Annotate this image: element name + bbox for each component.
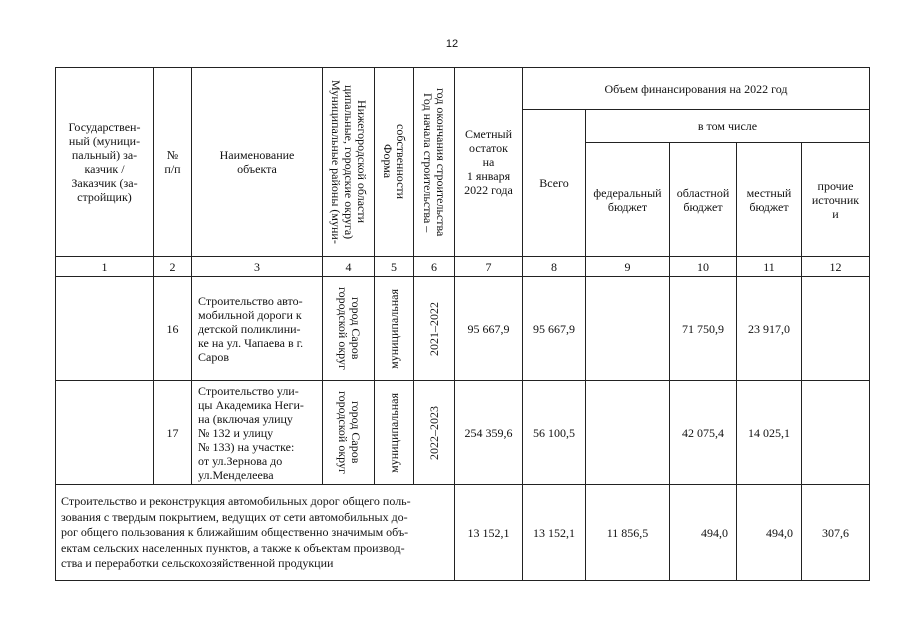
colnum-11: 11 xyxy=(763,259,775,274)
row17-other xyxy=(802,381,869,484)
header-number: № п/п xyxy=(164,148,181,176)
row17-district: городской округ город Саров xyxy=(335,391,363,474)
page-number: 12 xyxy=(445,38,459,50)
header-including: в том числе xyxy=(697,119,758,133)
header-total: Всего xyxy=(539,176,569,190)
summary-regional: 494,0 xyxy=(701,525,728,540)
row16-total: 95 667,9 xyxy=(533,321,575,336)
row16-name: Строительство авто- мобильной дороги к детской поликлини- ке на ул. Чапаева в г. Саров xyxy=(198,293,304,364)
colnum-12: 12 xyxy=(829,259,842,274)
header-districts: Муниципальные районы (муни- ципальные, городские округа) Нижегородской области xyxy=(329,80,369,244)
row17-estimate: 254 359,6 xyxy=(464,425,513,440)
header-federal: федеральный бюджет xyxy=(593,185,662,214)
row16-other xyxy=(802,277,869,380)
header-object-name: Наименование объекта xyxy=(219,148,295,176)
row17-federal xyxy=(586,381,669,484)
row17-years: 2022–2023 xyxy=(426,405,441,460)
row17-name: Строительство ули- цы Академика Неги- на (включая улицу № 132 и улицу № 133) на участке: от ул.Зернова до ул.Менделеева xyxy=(198,383,304,482)
row16-federal xyxy=(586,277,669,380)
header-financing: Объем финансирования на 2022 год xyxy=(604,81,788,96)
summary-estimate: 13 152,1 xyxy=(467,525,510,540)
colnum-4: 4 xyxy=(345,259,352,274)
row17-number: 17 xyxy=(166,425,179,440)
summary-local: 494,0 xyxy=(766,525,793,540)
row16-local: 23 917,0 xyxy=(748,321,790,336)
row16-years: 2021–2022 xyxy=(426,301,441,356)
header-local: местный бюджет xyxy=(746,185,792,214)
header-regional: областной бюджет xyxy=(676,185,730,214)
row16-district: городской округ город Саров xyxy=(335,287,363,370)
row16-ownership: муниципальная xyxy=(386,288,401,369)
table-border-bottom xyxy=(55,580,870,581)
summary-description: Строительство и реконструкция автомобильных дорог общего поль- зования с твердым покрытием, ведущих от сети автомобильных до- рог общего пользования к ближайшим общественно значимым объ- ектам сельских населенных пунктов, а также к объектам производ- ства и переработки сельскохозяйственной продукции xyxy=(61,494,411,570)
row17-ownership: муниципальная xyxy=(386,392,401,473)
summary-federal: 11 856,5 xyxy=(606,525,649,540)
summary-other: 307,6 xyxy=(822,525,849,540)
header-ownership: Форма собственности xyxy=(381,124,408,200)
row16-regional: 71 750,9 xyxy=(682,321,724,336)
table-border-right xyxy=(869,67,870,581)
colnum-9: 9 xyxy=(624,259,631,274)
header-estimate: Сметный остаток на 1 января 2022 года xyxy=(464,127,513,197)
row17-total: 56 100,5 xyxy=(533,425,575,440)
header-years: Год начала строительства – год окончания строительства xyxy=(421,87,448,237)
colnum-6: 6 xyxy=(431,259,437,274)
summary-total: 13 152,1 xyxy=(533,525,575,540)
colnum-8: 8 xyxy=(551,259,557,274)
header-other: прочие источник и xyxy=(811,178,860,221)
colnum-5: 5 xyxy=(391,259,397,274)
row17-regional: 42 075,4 xyxy=(682,425,724,440)
row17-local: 14 025,1 xyxy=(748,425,790,440)
colnum-3: 3 xyxy=(254,259,260,274)
header-customer: Государствен- ный (муници- пальный) за- казчик / Заказчик (за- стройщик) xyxy=(68,120,141,204)
colnum-2: 2 xyxy=(169,259,176,274)
colnum-7: 7 xyxy=(485,259,492,274)
row16-number: 16 xyxy=(166,321,179,336)
colnum-1: 1 xyxy=(101,259,108,274)
colnum-10: 10 xyxy=(697,259,709,274)
row16-estimate: 95 667,9 xyxy=(467,321,510,336)
